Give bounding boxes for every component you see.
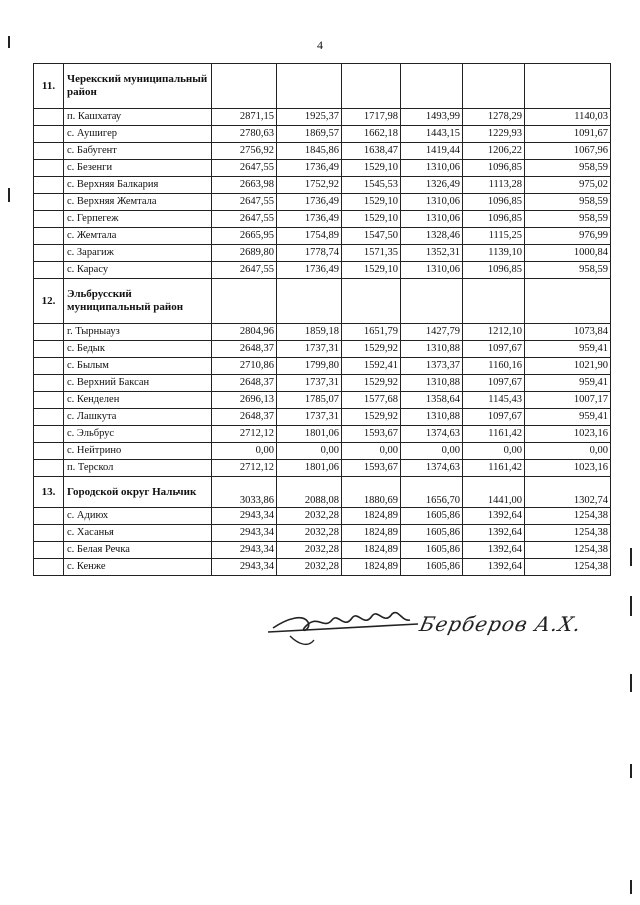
value-cell: 1443,15 (401, 126, 463, 143)
value-cell: 1605,86 (401, 508, 463, 525)
value-cell: 1096,85 (463, 262, 525, 279)
section-value-cell (342, 279, 401, 324)
value-cell: 2647,55 (212, 262, 277, 279)
value-cell: 1392,64 (463, 508, 525, 525)
empty-index-cell (34, 177, 64, 194)
value-cell: 2712,12 (212, 426, 277, 443)
value-cell: 2943,34 (212, 559, 277, 576)
value-cell: 1592,41 (342, 358, 401, 375)
section-row (34, 477, 611, 508)
value-cell: 1374,63 (401, 426, 463, 443)
value-cell: 1824,89 (342, 559, 401, 576)
value-cell: 1799,80 (277, 358, 342, 375)
value-cell: 2663,98 (212, 177, 277, 194)
settlement-name: с. Жемтала (64, 228, 212, 245)
empty-index-cell (34, 262, 64, 279)
value-cell: 1254,38 (525, 508, 611, 525)
value-cell: 1845,86 (277, 143, 342, 160)
value-cell: 2943,34 (212, 525, 277, 542)
scan-mark (8, 188, 10, 202)
settlement-name: с. Верхняя Жемтала (64, 194, 212, 211)
section-value-cell (212, 279, 277, 324)
section-index: 11. (34, 64, 64, 109)
section-title: Эльбрусский муниципальный район (64, 279, 212, 324)
value-cell: 958,59 (525, 262, 611, 279)
settlement-name: п. Кашхатау (64, 109, 212, 126)
section-value-cell (463, 64, 525, 109)
empty-index-cell (34, 194, 64, 211)
table-row (34, 177, 611, 194)
scan-mark (630, 674, 632, 692)
table-row (34, 409, 611, 426)
section-value-cell (342, 64, 401, 109)
settlement-name: с. Кенже (64, 559, 212, 576)
settlement-name: г. Тырныауз (64, 324, 212, 341)
value-cell: 1352,31 (401, 245, 463, 262)
value-cell: 1097,67 (463, 341, 525, 358)
value-cell: 2871,15 (212, 109, 277, 126)
settlement-name: с. Кенделен (64, 392, 212, 409)
value-cell: 1605,86 (401, 559, 463, 576)
value-cell: 1096,85 (463, 160, 525, 177)
value-cell: 1310,06 (401, 211, 463, 228)
empty-index-cell (34, 525, 64, 542)
value-cell: 1859,18 (277, 324, 342, 341)
settlement-name: с. Бабугент (64, 143, 212, 160)
value-cell: 1254,38 (525, 559, 611, 576)
signature-name: Берберов А.Х. (417, 612, 584, 636)
value-cell: 1529,10 (342, 160, 401, 177)
value-cell: 1869,57 (277, 126, 342, 143)
value-cell: 1310,88 (401, 375, 463, 392)
value-cell: 2696,13 (212, 392, 277, 409)
value-cell: 1326,49 (401, 177, 463, 194)
section-value-cell (525, 279, 611, 324)
value-cell: 0,00 (525, 443, 611, 460)
empty-index-cell (34, 392, 64, 409)
value-cell: 1736,49 (277, 160, 342, 177)
value-cell: 1824,89 (342, 542, 401, 559)
empty-index-cell (34, 160, 64, 177)
table-row (34, 341, 611, 358)
table-row (34, 160, 611, 177)
value-cell: 1254,38 (525, 525, 611, 542)
settlement-name: с. Хасанья (64, 525, 212, 542)
table-row (34, 392, 611, 409)
value-cell: 958,59 (525, 160, 611, 177)
section-title: Городской округ Нальчик (64, 477, 212, 508)
value-cell: 1115,25 (463, 228, 525, 245)
table-row (34, 143, 611, 160)
value-cell: 1212,10 (463, 324, 525, 341)
value-cell: 1310,88 (401, 341, 463, 358)
value-cell: 2647,55 (212, 211, 277, 228)
value-cell: 1067,96 (525, 143, 611, 160)
value-cell: 2804,96 (212, 324, 277, 341)
value-cell: 1651,79 (342, 324, 401, 341)
scan-mark (8, 36, 10, 48)
value-cell: 2943,34 (212, 542, 277, 559)
scan-mark (630, 596, 632, 616)
value-cell: 2943,34 (212, 508, 277, 525)
value-cell: 1096,85 (463, 194, 525, 211)
value-cell: 1785,07 (277, 392, 342, 409)
section-value-cell (212, 64, 277, 109)
settlement-name: с. Безенги (64, 160, 212, 177)
value-cell: 1310,06 (401, 262, 463, 279)
scan-mark (630, 880, 632, 894)
value-cell: 959,41 (525, 341, 611, 358)
value-cell: 1073,84 (525, 324, 611, 341)
table-row (34, 194, 611, 211)
value-cell: 1752,92 (277, 177, 342, 194)
value-cell: 1310,88 (401, 409, 463, 426)
value-cell: 1021,90 (525, 358, 611, 375)
value-cell: 1925,37 (277, 109, 342, 126)
settlement-name: с. Карасу (64, 262, 212, 279)
section-row (34, 64, 611, 109)
value-cell: 1229,93 (463, 126, 525, 143)
table-row (34, 508, 611, 525)
value-cell: 1736,49 (277, 211, 342, 228)
section-value-cell: 1656,70 (401, 477, 463, 508)
value-cell: 1392,64 (463, 559, 525, 576)
value-cell: 1547,50 (342, 228, 401, 245)
value-cell: 1091,67 (525, 126, 611, 143)
settlement-name: с. Эльбрус (64, 426, 212, 443)
value-cell: 1529,92 (342, 375, 401, 392)
value-cell: 1096,85 (463, 211, 525, 228)
value-cell: 1824,89 (342, 508, 401, 525)
value-cell: 2756,92 (212, 143, 277, 160)
value-cell: 0,00 (212, 443, 277, 460)
value-cell: 1717,98 (342, 109, 401, 126)
value-cell: 1529,92 (342, 409, 401, 426)
value-cell: 2647,55 (212, 194, 277, 211)
value-cell: 959,41 (525, 409, 611, 426)
settlement-name: с. Бедык (64, 341, 212, 358)
value-cell: 1310,06 (401, 160, 463, 177)
section-value-cell (525, 64, 611, 109)
section-value-cell: 1441,00 (463, 477, 525, 508)
value-cell: 2647,55 (212, 160, 277, 177)
value-cell: 1778,74 (277, 245, 342, 262)
value-cell: 1593,67 (342, 460, 401, 477)
value-cell: 1007,17 (525, 392, 611, 409)
table-row (34, 542, 611, 559)
settlement-name: с. Верхняя Балкария (64, 177, 212, 194)
value-cell: 2032,28 (277, 508, 342, 525)
value-cell: 1737,31 (277, 409, 342, 426)
empty-index-cell (34, 324, 64, 341)
value-cell: 1328,46 (401, 228, 463, 245)
value-cell: 1140,03 (525, 109, 611, 126)
value-cell: 1545,53 (342, 177, 401, 194)
scan-mark (630, 764, 632, 778)
value-cell: 1139,10 (463, 245, 525, 262)
value-cell: 0,00 (463, 443, 525, 460)
value-cell: 2648,37 (212, 341, 277, 358)
value-cell: 1392,64 (463, 542, 525, 559)
value-cell: 1493,99 (401, 109, 463, 126)
table-row (34, 245, 611, 262)
value-cell: 1113,28 (463, 177, 525, 194)
value-cell: 1278,29 (463, 109, 525, 126)
value-cell: 1736,49 (277, 194, 342, 211)
value-cell: 2689,80 (212, 245, 277, 262)
value-cell: 1529,10 (342, 211, 401, 228)
value-cell: 1737,31 (277, 341, 342, 358)
settlement-name: с. Нейтрино (64, 443, 212, 460)
section-value-cell (401, 64, 463, 109)
table-row (34, 358, 611, 375)
empty-index-cell (34, 143, 64, 160)
value-cell: 2032,28 (277, 542, 342, 559)
table-row (34, 228, 611, 245)
section-row (34, 279, 611, 324)
value-cell: 2780,63 (212, 126, 277, 143)
value-cell: 1638,47 (342, 143, 401, 160)
settlement-name: с. Адиюх (64, 508, 212, 525)
section-value-cell: 2088,08 (277, 477, 342, 508)
section-value-cell: 3033,86 (212, 477, 277, 508)
value-cell: 2032,28 (277, 525, 342, 542)
empty-index-cell (34, 443, 64, 460)
value-cell: 1206,22 (463, 143, 525, 160)
value-cell: 1529,10 (342, 262, 401, 279)
value-cell: 1358,64 (401, 392, 463, 409)
empty-index-cell (34, 409, 64, 426)
table-row (34, 443, 611, 460)
value-cell: 2032,28 (277, 559, 342, 576)
table-row (34, 109, 611, 126)
section-title: Черекский муниципальный район (64, 64, 212, 109)
table-row (34, 211, 611, 228)
value-cell: 1419,44 (401, 143, 463, 160)
value-cell: 2665,95 (212, 228, 277, 245)
value-cell: 1801,06 (277, 460, 342, 477)
settlement-name: с. Герпегеж (64, 211, 212, 228)
empty-index-cell (34, 460, 64, 477)
value-cell: 959,41 (525, 375, 611, 392)
value-cell: 0,00 (401, 443, 463, 460)
empty-index-cell (34, 211, 64, 228)
section-index: 13. (34, 477, 64, 508)
table-row (34, 262, 611, 279)
value-cell: 1000,84 (525, 245, 611, 262)
empty-index-cell (34, 126, 64, 143)
value-cell: 1593,67 (342, 426, 401, 443)
table-row (34, 559, 611, 576)
value-cell: 975,02 (525, 177, 611, 194)
section-value-cell (463, 279, 525, 324)
table-row (34, 126, 611, 143)
section-value-cell: 1302,74 (525, 477, 611, 508)
value-cell: 1373,37 (401, 358, 463, 375)
tariff-table (33, 63, 611, 576)
settlement-name: с. Верхний Баксан (64, 375, 212, 392)
settlement-name: с. Лашкута (64, 409, 212, 426)
value-cell: 0,00 (277, 443, 342, 460)
value-cell: 1097,67 (463, 409, 525, 426)
value-cell: 2712,12 (212, 460, 277, 477)
value-cell: 2648,37 (212, 375, 277, 392)
table-row (34, 426, 611, 443)
value-cell: 958,59 (525, 194, 611, 211)
empty-index-cell (34, 358, 64, 375)
value-cell: 1161,42 (463, 426, 525, 443)
value-cell: 1161,42 (463, 460, 525, 477)
value-cell: 1662,18 (342, 126, 401, 143)
empty-index-cell (34, 245, 64, 262)
value-cell: 1427,79 (401, 324, 463, 341)
settlement-name: с. Былым (64, 358, 212, 375)
empty-index-cell (34, 228, 64, 245)
empty-index-cell (34, 426, 64, 443)
empty-index-cell (34, 508, 64, 525)
value-cell: 1736,49 (277, 262, 342, 279)
settlement-name: с. Зарагиж (64, 245, 212, 262)
value-cell: 958,59 (525, 211, 611, 228)
value-cell: 2648,37 (212, 409, 277, 426)
value-cell: 976,99 (525, 228, 611, 245)
table-row (34, 324, 611, 341)
empty-index-cell (34, 542, 64, 559)
value-cell: 1254,38 (525, 542, 611, 559)
value-cell: 1571,35 (342, 245, 401, 262)
value-cell: 1160,16 (463, 358, 525, 375)
value-cell: 1801,06 (277, 426, 342, 443)
value-cell: 0,00 (342, 443, 401, 460)
value-cell: 1754,89 (277, 228, 342, 245)
value-cell: 1310,06 (401, 194, 463, 211)
value-cell: 2710,86 (212, 358, 277, 375)
value-cell: 1097,67 (463, 375, 525, 392)
empty-index-cell (34, 109, 64, 126)
value-cell: 1577,68 (342, 392, 401, 409)
value-cell: 1529,92 (342, 341, 401, 358)
section-value-cell (401, 279, 463, 324)
empty-index-cell (34, 375, 64, 392)
value-cell: 1529,10 (342, 194, 401, 211)
value-cell: 1374,63 (401, 460, 463, 477)
table-row (34, 525, 611, 542)
table-body (34, 64, 611, 576)
settlement-name: с. Белая Речка (64, 542, 212, 559)
empty-index-cell (34, 559, 64, 576)
value-cell: 1023,16 (525, 426, 611, 443)
value-cell: 1605,86 (401, 542, 463, 559)
value-cell: 1023,16 (525, 460, 611, 477)
value-cell: 1824,89 (342, 525, 401, 542)
value-cell: 1737,31 (277, 375, 342, 392)
section-value-cell (277, 64, 342, 109)
table-row (34, 460, 611, 477)
value-cell: 1392,64 (463, 525, 525, 542)
table-row (34, 375, 611, 392)
page-number: 4 (317, 38, 323, 52)
value-cell: 1605,86 (401, 525, 463, 542)
settlement-name: п. Терскол (64, 460, 212, 477)
empty-index-cell (34, 341, 64, 358)
settlement-name: с. Аушигер (64, 126, 212, 143)
section-value-cell (277, 279, 342, 324)
scan-mark (630, 548, 632, 566)
section-index: 12. (34, 279, 64, 324)
value-cell: 1145,43 (463, 392, 525, 409)
section-value-cell: 1880,69 (342, 477, 401, 508)
